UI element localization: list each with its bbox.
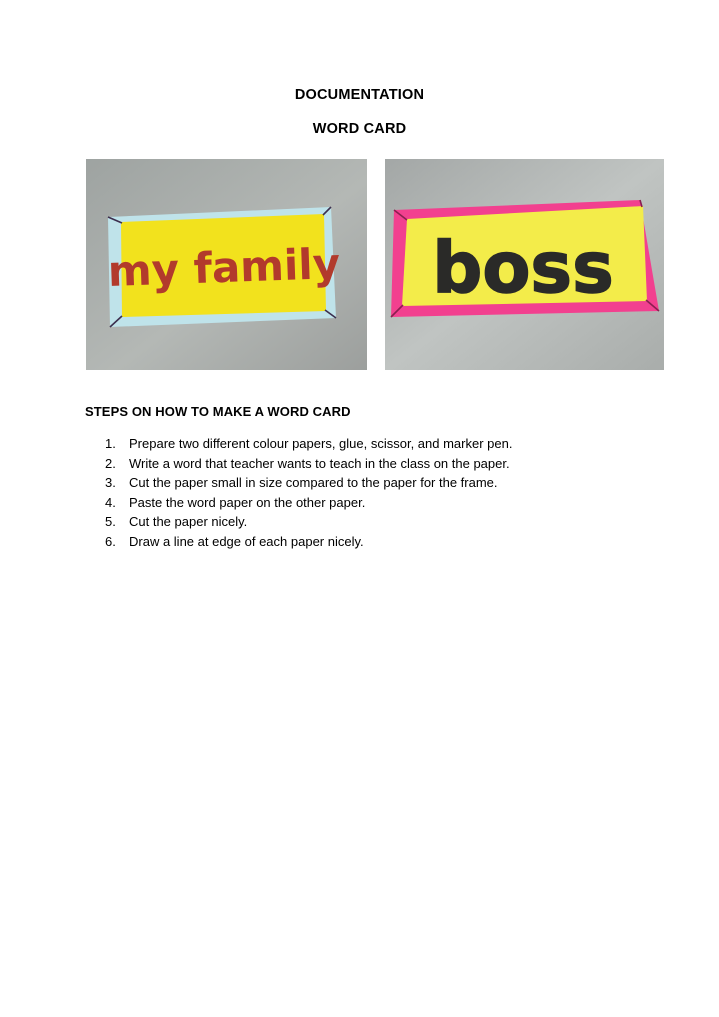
word-card-photo-my-family [86, 159, 367, 370]
word-card-text: boss [432, 227, 614, 309]
word-card-text: my family [107, 238, 341, 297]
step-text: Draw a line at edge of each paper nicely. [129, 533, 364, 549]
step-text: Cut the paper nicely. [129, 514, 248, 529]
step-number: 2. [105, 455, 116, 471]
list-item [85, 512, 645, 532]
document-title: DOCUMENTATION [294, 87, 425, 103]
steps-heading: STEPS ON HOW TO MAKE A WORD CARD [85, 404, 351, 419]
list-item [85, 532, 645, 552]
step-number: 1. [105, 436, 116, 451]
step-number: 4. [105, 494, 116, 510]
list-item [85, 434, 645, 454]
step-number: 5. [105, 514, 116, 529]
word-card-photo-boss [385, 159, 664, 370]
list-item [85, 473, 645, 493]
document-subtitle: WORD CARD [312, 121, 407, 137]
step-number: 6. [105, 533, 116, 549]
step-text: Paste the word paper on the other paper. [129, 494, 366, 510]
step-text: Write a word that teacher wants to teach in the class on the paper. [129, 455, 510, 471]
list-item [85, 493, 645, 513]
step-number: 3. [105, 475, 116, 490]
list-item [85, 454, 645, 474]
steps-list [85, 434, 645, 551]
step-text: Cut the paper small in size compared to the paper for the frame. [129, 475, 498, 490]
step-text: Prepare two different colour papers, glue, scissor, and marker pen. [129, 436, 513, 451]
